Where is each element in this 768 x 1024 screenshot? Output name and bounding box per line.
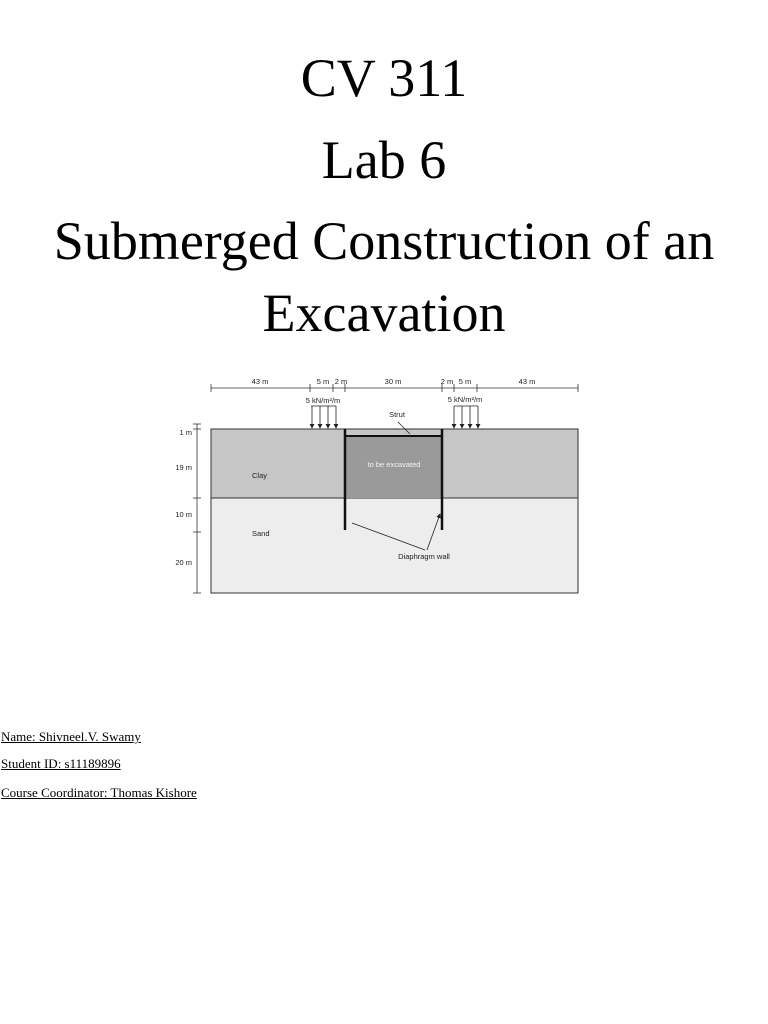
sand-layer <box>211 498 578 593</box>
depth-label: 19 m <box>175 463 192 472</box>
depth-label: 20 m <box>175 558 192 567</box>
sand-label: Sand <box>252 529 270 538</box>
depth-label: 1 m <box>179 428 192 437</box>
dim-label: 5 m <box>316 377 330 386</box>
dim-label: 2 m <box>334 377 348 386</box>
load-label-left: 5 kN/m²/m <box>305 396 341 405</box>
clay-label: Clay <box>252 471 268 480</box>
dim-label: 30 m <box>384 377 402 386</box>
report-title-line-2: Excavation <box>262 283 506 343</box>
diaphragm-wall-label: Diaphragm wall <box>398 552 450 561</box>
course-coordinator: Course Coordinator: Thomas Kishore <box>1 785 197 800</box>
course-code: CV 311 <box>300 48 468 108</box>
student-id: Student ID: s11189896 <box>1 756 121 771</box>
dim-label: 2 m <box>440 377 454 386</box>
student-name: Name: Shivneel.V. Swamy <box>1 729 141 744</box>
lab-number: Lab 6 <box>321 130 447 190</box>
load-label-right: 5 kN/m²/m <box>447 395 483 404</box>
excavation-label: to be excavated <box>367 460 421 469</box>
dim-label: 43 m <box>518 377 536 386</box>
dim-label: 43 m <box>251 377 269 386</box>
depth-label: 10 m <box>175 510 192 519</box>
dim-label: 5 m <box>458 377 472 386</box>
strut-label: Strut <box>389 410 405 419</box>
report-title-line-1: Submerged Construction of an <box>53 211 715 271</box>
excavation-diagram <box>0 360 768 610</box>
surcharge-left <box>311 406 336 428</box>
surcharge-right <box>454 406 478 428</box>
